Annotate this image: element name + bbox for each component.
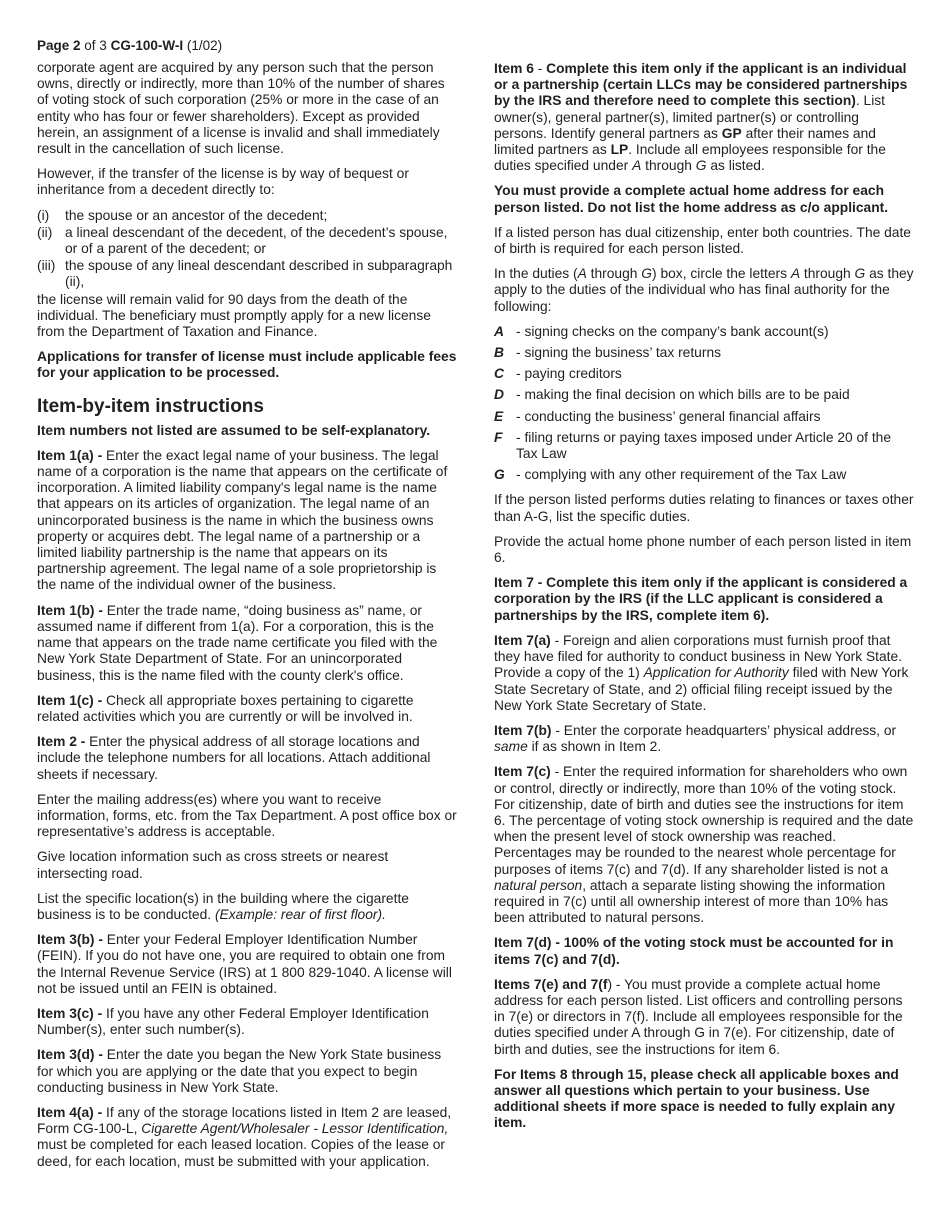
page-of: of 3 bbox=[84, 38, 107, 53]
item-1b: Item 1(b) - Enter the trade name, “doing business as” name, or assumed name if different from 1(a). For a corporation, this is the name that appears on the trade name certificate you filed with the New York State Department of State. For an unincorporated business, this is the name filed with the county clerk's office. bbox=[37, 602, 438, 683]
right-column bbox=[494, 61, 914, 1141]
item-2: Item 2 - Enter the physical address of all storage locations and include the telephone numbers for all locations. Attach additional sheets if necessary. bbox=[37, 734, 431, 782]
item-1a: Item 1(a) - Enter the exact legal name of your business. The legal name of a corporation is the name that appears on the certificate of incorporation. A limited liability company's legal name is the name that appears on its articles of organization. The legal name of an unincorporated business is the name in which the business owns property or acquires debt. The legal name of a partnership or a limited liability partnership is the name that appears on its partnership agreement. The legal name of a sole proprietorship is the name of the individual owner of the business. bbox=[37, 447, 448, 593]
paragraph-home-address: You must provide a complete actual home address for each person listed. Do not list the home address as c/o applicant. bbox=[494, 183, 889, 215]
item-7d: Item 7(d) - 100% of the voting stock must be accounted for in items 7(c) and 7(d). bbox=[494, 935, 894, 967]
item-3b: Item 3(b) - Enter your Federal Employer Identification Number (FEIN). If you do not have one, you are required to obtain one from the Internal Revenue Service (IRS) at 1 800 829-1040. A license will not be issued until an FEIN is obtained. bbox=[37, 932, 452, 996]
list-item: D - making the final decision on which bills are to be paid bbox=[494, 387, 850, 403]
section-subheading: Item numbers not listed are assumed to be self-explanatory. bbox=[37, 422, 431, 438]
item-3c: Item 3(c) - If you have any other Federal Employer Identification Number(s), enter such number(s). bbox=[37, 1005, 429, 1038]
list-item: (i) the spouse or an ancestor of the decedent; bbox=[37, 207, 328, 223]
paragraph-transfer-fees: Applications for transfer of license must include applicable fees for your application to be processed. bbox=[37, 349, 457, 381]
item-4a: Item 4(a) - If any of the storage locations listed in Item 2 are leased, Form CG-100-L, Cigarette Agent/Wholesaler - Lessor Identification, must be completed for each leased location. Copies of the lease or deed, for each location, must be submitted with your application. bbox=[37, 1104, 452, 1169]
list-item: (iii) the spouse of any lineal descendant described in subparagraph (ii), bbox=[37, 258, 453, 290]
paragraph-duties-intro: In the duties (A through G) box, circle the letters A through G as they apply to the duties of the individual who has final authority for the following: bbox=[494, 266, 914, 314]
item-7e-7f: Items 7(e) and 7(f) - You must provide a complete actual home address for each person listed. List officers and controlling persons in 7(e) or directors in 7(f). Include all employees responsible for the duties specified under A through G in 7(e). For citizenship, date of birth and duties, see the instructions for item 6. bbox=[494, 976, 903, 1057]
item-7c: Item 7(c) - Enter the required information for shareholders who own or control, directly or indirectly, more than 10% of the voting stock. For citizenship, date of birth and duties see the instructions for item 6. The percentage of voting stock ownership is required and the date when the present level of stock ownership was reached. Percentages may be rounded to the nearest whole percentage for purposes of items 7(c) and 7(d). If any shareholder listed is not a natural person, attach a separate listing showing the information required in 7(c) until all ownership interest of more than 10% has been attributed to natural persons. bbox=[494, 764, 914, 926]
list-item: G - complying with any other requirement of the Tax Law bbox=[494, 467, 847, 483]
item-6: Item 6 - Complete this item only if the applicant is an individual or a partnership (certain LLCs may be considered partnerships by the IRS and therefore need to complete this section). List owner(s), general partner(s), limited partner(s) or controlling persons. Identify general partners as GP after their names and limited partners as LP. Include all employees responsible for the duties specified under A through G as listed. bbox=[494, 61, 908, 174]
item-7a: Item 7(a) - Foreign and alien corporations must furnish proof that they have filed for authority to conduct business in New York State. Provide a copy of the 1) Application for Authority filed with New York State Secretary of State, and 2) official filing receipt issued by the New York State Secretary of State. bbox=[494, 632, 909, 713]
item-7: Item 7 - Complete this item only if the applicant is considered a corporation by the IRS (if the LLC applicant is considered a partnerships by the IRS, complete item 6). bbox=[494, 575, 908, 623]
paragraph-items-8-15: For Items 8 through 15, please check all applicable boxes and answer all questions which pertain to your business. Use additional sheets if more space is needed to fully explain any item. bbox=[494, 1066, 899, 1131]
item-1c: Item 1(c) - Check all appropriate boxes pertaining to cigarette related activities which you are currently or will be involved in. bbox=[37, 692, 414, 724]
paragraph-other-duties: If the person listed performs duties relating to finances or taxes other than A-G, list the specific duties. bbox=[494, 492, 914, 524]
paragraph-phone: Provide the actual home phone number of each person listed in item 6. bbox=[494, 533, 912, 566]
list-item: C - paying creditors bbox=[494, 366, 622, 382]
list-item: A - signing checks on the company’s bank account(s) bbox=[494, 323, 829, 339]
list-item: (ii) a lineal descendant of the decedent, of the decedent’s spouse, or of a parent of the decedent; or bbox=[37, 224, 448, 257]
paragraph-bequest: However, if the transfer of the license is by way of bequest or inheritance from a decedent directly to: bbox=[37, 166, 409, 198]
page-header bbox=[37, 38, 222, 54]
list-item: B - signing the business’ tax returns bbox=[494, 345, 722, 361]
paragraph-dual-citizenship: If a listed person has dual citizenship, enter both countries. The date of birth is required for each person listed. bbox=[494, 224, 911, 257]
paragraph-building-location: List the specific location(s) in the building where the cigarette business is to be conducted. (Example: rear of first floor). bbox=[37, 890, 409, 922]
item-3d: Item 3(d) - Enter the date you began the New York State business for which you are applying or the date that you expect to begin conducting business in New York State. bbox=[37, 1047, 442, 1095]
page-label: Page 2 bbox=[37, 38, 81, 53]
list-item: E - conducting the business’ general financial affairs bbox=[494, 408, 821, 424]
section-heading: Item-by-item instructions bbox=[37, 395, 264, 417]
paragraph-location: Give location information such as cross streets or nearest intersecting road. bbox=[37, 849, 389, 881]
paragraph-mailing: Enter the mailing address(es) where you want to receive information, forms, etc. from the Tax Department. A post office box or representative’s address is acceptable. bbox=[37, 791, 457, 840]
paragraph-ownership: corporate agent are acquired by any person such that the person owns, directly or indirectly, more than 10% of the number of shares of voting stock of such corporation (25% or more in the case of an entity who has four or fewer shareholders). Except as provided herein, an assignment of a license is invalid and shall immediately result in the cancellation of such license. bbox=[37, 60, 445, 157]
form-id: CG-100-W-I bbox=[110, 38, 184, 53]
item-7b: Item 7(b) - Enter the corporate headquarters’ physical address, or same if as shown in Item 2. bbox=[494, 722, 897, 755]
left-column bbox=[37, 60, 457, 1179]
list-item: F - filing returns or paying taxes imposed under Article 20 of the Tax Law bbox=[494, 429, 892, 462]
form-date: (1/02) bbox=[186, 38, 223, 53]
paragraph-license-valid: the license will remain valid for 90 days from the death of the individual. The beneficiary must promptly apply for a new license from the Department of Taxation and Finance. bbox=[37, 291, 431, 340]
